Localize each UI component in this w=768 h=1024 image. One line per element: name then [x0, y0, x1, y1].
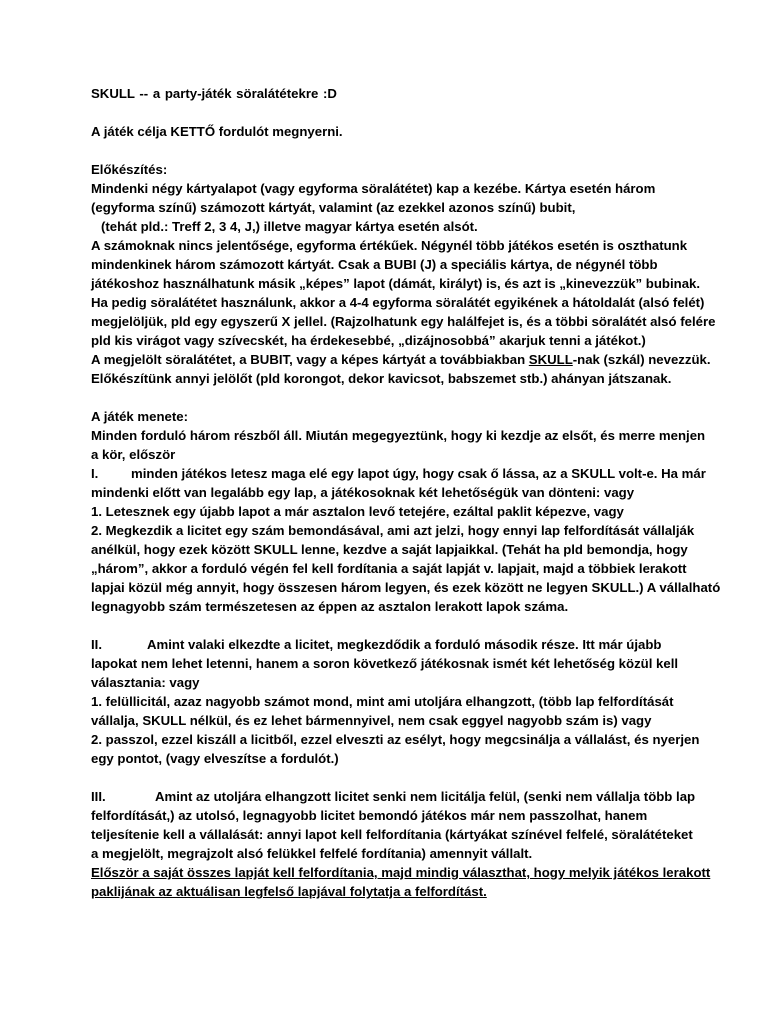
section-ii-line: vállalja, SKULL nélkül, és ez lehet bármennyivel, nem csak eggyel nagyobb szám is) vagy	[91, 713, 652, 728]
section-number: II.	[91, 637, 102, 652]
flow-line: a kör, először	[91, 447, 176, 462]
section-i-line: 2. Megkezdik a licitet egy szám bemondásával, ami azt jelzi, hogy ennyi lap felfordítását vállalják	[91, 523, 695, 538]
flow-line: Minden forduló három részből áll. Miután megegyeztünk, hogy ki kezdje az elsőt, és merre menjen	[91, 428, 706, 443]
prep-line	[91, 350, 711, 369]
section-iii-line	[91, 787, 696, 806]
document-page	[91, 84, 721, 901]
prep-line: (egyforma színű) számozott kártyát, valamint (az ezekkel azonos színű) bubit,	[91, 200, 576, 215]
goal-text: A játék célja KETTŐ fordulót megnyerni.	[91, 124, 343, 139]
document-title: SKULL -- a party-játék söralátétekre :D	[91, 86, 337, 101]
section-text: Amint valaki elkezdte a licitet, megkezdődik a forduló második része. Itt már újabb	[147, 637, 662, 652]
section-text: minden játékos letesz maga elé egy lapot úgy, hogy csak ő lássa, az a SKULL volt-e. Ha már	[131, 466, 706, 481]
section-ii-line: 2. passzol, ezzel kiszáll a licitből, ezzel elveszti az esélyt, hogy megcsinálja a vállalást, és nyerjen	[91, 732, 700, 747]
prep-line: Mindenki négy kártyalapot (vagy egyforma söralátétet) kap a kezébe. Kártya esetén három	[91, 181, 656, 196]
section-i-line: 1. Letesznek egy újabb lapot a már asztalon levő tetejére, ezáltal paklit képezve, vagy	[91, 504, 624, 519]
section-ii-line	[91, 635, 691, 654]
prep-text: A megjelölt söralátétet, a BUBIT, vagy a képes kártyát a továbbiakban	[91, 352, 529, 367]
section-number: I.	[91, 466, 99, 481]
section-i-line: lapjai közül még annyit, hogy összesen három legyen, és ezek között ne legyen SKULL.) A vállalható	[91, 580, 721, 595]
section-i-line: anélkül, hogy ezek között SKULL lenne, kezdve a saját lapjaikkal. (Tehát ha pld bemondja, hogy	[91, 542, 688, 557]
section-iii-line-underlined	[91, 882, 691, 901]
section-ii-line: egy pontot, (vagy elveszítse a fordulót.)	[91, 751, 339, 766]
underlined-text: Először a saját összes lapját kell felfordítania, majd mindig választhat, hogy melyik játékos lerakott	[91, 865, 711, 880]
prep-line: játékoshoz használhatunk másik „képes” lapot (dámát, királyt) is, és azt is „kinevezzük” bubinak.	[91, 276, 701, 291]
prep-line: (tehát pld.: Treff 2, 3 4, J,) illetve magyar kártya esetén alsót.	[101, 219, 478, 234]
prep-text: -nak (szkál) nevezzük.	[572, 352, 711, 367]
prep-line: mindenkinek három számozott kártyát. Csak a BUBI (J) a speciális kártya, de négynél több	[91, 257, 658, 272]
prep-line: Előkészítünk annyi jelölőt (pld korongot, dekor kavicsot, babszemet stb.) ahányan játszanak.	[91, 371, 672, 386]
section-i-line	[91, 464, 706, 483]
section-i-line: legnagyobb szám természetesen az éppen az asztalon lerakott lapok száma.	[91, 599, 569, 614]
prep-heading: Előkészítés:	[91, 162, 168, 177]
prep-line: megjelöljük, pld egy egyszerű X jellel. (Rajzolhatunk egy halálfejet is, és a többi söralátét alsó felére	[91, 314, 716, 329]
prep-line: Ha pedig söralátétet használunk, akkor a 4-4 egyforma söralátét egyikének a hátoldalát (alsó felét)	[91, 295, 705, 310]
underlined-text: paklijának az aktuálisan legfelső lapjával folytatja a felfordítást.	[91, 884, 487, 899]
section-ii-line: lapokat nem lehet letenni, hanem a soron következő játékosnak ismét két lehetőség közül kell	[91, 656, 679, 671]
prep-line: A számoknak nincs jelentősége, egyforma értékűek. Négynél több játékos esetén is oszthatunk	[91, 238, 688, 253]
skull-term: SKULL	[528, 352, 573, 367]
section-ii-line: választania: vagy	[91, 675, 200, 690]
section-number: III.	[91, 789, 106, 804]
section-i-line: „három”, akkor a forduló végén fel kell fordítania a saját lapját v. lapjait, majd a többiek lerakott	[91, 561, 687, 576]
section-iii-line: teljesítenie kell a vállalását: annyi lapot kell felfordítania (kártyákat színével felfelé, söralátéteket	[91, 827, 693, 842]
section-iii-line: felfordítását,) az utolsó, legnagyobb licitet bemondó játékos már nem passzolhat, hanem	[91, 808, 648, 823]
section-iii-line-underlined	[91, 863, 711, 882]
section-ii-line: 1. felüllicitál, azaz nagyobb számot mond, mint ami utoljára elhangzott, (több lap felfordítását	[91, 694, 674, 709]
prep-line: pld kis virágot vagy szívecskét, ha érdekesebbé, „dizájnosobbá” akarjuk tenni a játékot.)	[91, 333, 646, 348]
section-text: Amint az utoljára elhangzott licitet senki nem licitálja felül, (senki nem vállalja több lap	[155, 789, 696, 804]
flow-heading: A játék menete:	[91, 409, 188, 424]
section-iii-line: a megjelölt, megrajzolt alsó felükkel felfelé fordítania) amennyit vállalt.	[91, 846, 533, 861]
section-i-line: mindenki előtt van legalább egy lap, a játékosoknak két lehetőségük van dönteni: vagy	[91, 485, 635, 500]
